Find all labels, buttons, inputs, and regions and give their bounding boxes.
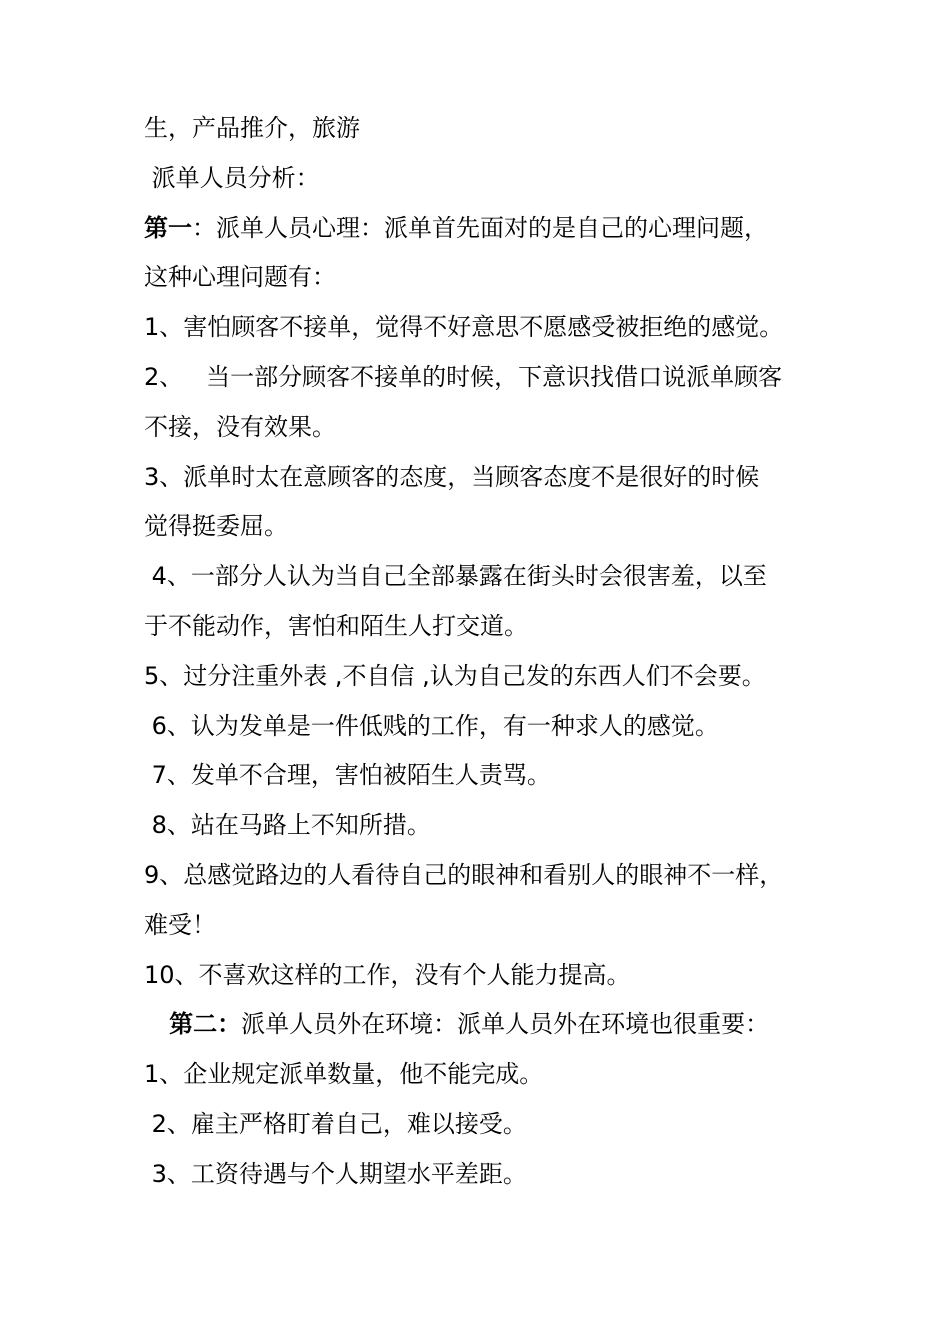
line-text: 觉得挺委屈。 bbox=[144, 512, 288, 541]
section-heading bbox=[144, 154, 844, 204]
list-item bbox=[144, 1150, 844, 1200]
line-text: 2、雇主严格盯着自己，难以接受。 bbox=[144, 1109, 527, 1138]
line-text: 6、认为发单是一件低贱的工作，有一种求人的感觉。 bbox=[144, 711, 719, 740]
text-line bbox=[144, 901, 844, 951]
text-line bbox=[144, 602, 844, 652]
list-item bbox=[144, 303, 844, 353]
line-text: 生，产品推介，旅游 bbox=[144, 114, 360, 142]
list-item bbox=[144, 1050, 844, 1100]
list-item bbox=[144, 1100, 844, 1150]
line-text: 于不能动作，害怕和陌生人打交道。 bbox=[144, 611, 528, 640]
list-item bbox=[144, 353, 844, 403]
list-item bbox=[144, 453, 844, 503]
line-text: 1、企业规定派单数量，他不能完成。 bbox=[144, 1060, 544, 1089]
line-text: 5、过分注重外表 ,不自信 ,认为自己发的东西人们不会要。 bbox=[144, 661, 766, 690]
line-text: 7、发单不合理，害怕被陌生人责骂。 bbox=[144, 761, 551, 790]
line-text: 3、工资待遇与个人期望水平差距。 bbox=[144, 1159, 527, 1188]
line-text: 9、总感觉路边的人看待自己的眼神和看别人的眼神不一样， bbox=[144, 860, 784, 889]
bold-label: 第二： bbox=[144, 1010, 242, 1039]
line-text: 10、不喜欢这样的工作，没有个人能力提高。 bbox=[144, 960, 631, 989]
text-line bbox=[144, 253, 844, 303]
line-text: 难受！ bbox=[144, 910, 216, 939]
list-item bbox=[144, 702, 844, 752]
text-line bbox=[144, 502, 844, 552]
list-item bbox=[144, 801, 844, 851]
line-text: 3、派单时太在意顾客的态度，当顾客态度不是很好的时候 bbox=[144, 462, 760, 491]
bold-label: 第一 bbox=[144, 213, 192, 242]
line-text: 不接，没有效果。 bbox=[144, 412, 336, 441]
line-text: ：派单人员心理：派单首先面对的是自己的心理问题， bbox=[192, 213, 768, 242]
line-text: 1、害怕顾客不接单，觉得不好意思不愿感受被拒绝的感觉。 bbox=[144, 313, 784, 342]
line-text: 2、 当一部分顾客不接单的时候，下意识找借口说派单顾客 bbox=[144, 362, 783, 391]
line-text: 8、站在马路上不知所措。 bbox=[144, 811, 431, 840]
section-heading bbox=[144, 1000, 844, 1050]
list-item bbox=[144, 951, 844, 1001]
line-text: 这种心理问题有： bbox=[144, 263, 336, 292]
text-line bbox=[144, 403, 844, 453]
text-line bbox=[144, 204, 844, 254]
line-text: 派单人员外在环境：派单人员外在环境也很重要： bbox=[241, 1010, 770, 1039]
list-item bbox=[144, 552, 844, 602]
list-item bbox=[144, 751, 844, 801]
text-line bbox=[144, 104, 844, 154]
list-item bbox=[144, 652, 844, 702]
document-page bbox=[144, 104, 844, 1200]
line-text: 4、一部分人认为当自己全部暴露在街头时会很害羞，以至 bbox=[144, 562, 767, 591]
line-text: 派单人员分析： bbox=[144, 163, 320, 192]
list-item bbox=[144, 851, 844, 901]
